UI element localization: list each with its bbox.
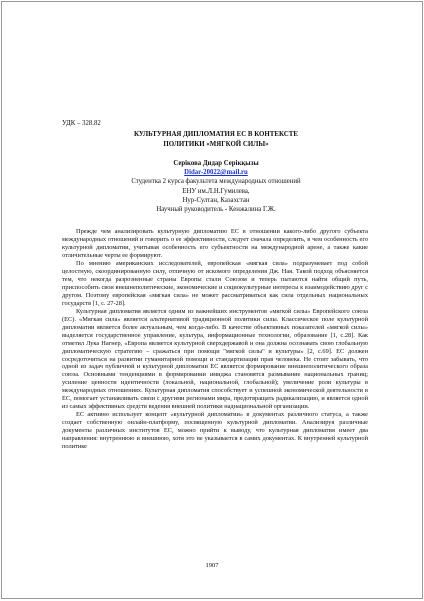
- article-body: [62, 228, 368, 452]
- udk-code: УДК – 328.82: [62, 120, 101, 127]
- article-title: [62, 130, 370, 149]
- title-line-1: КУЛЬТУРНАЯ ДИПЛОМАТИЯ ЕС В КОНТЕКСТЕ: [134, 131, 298, 138]
- document-page: [1, 1, 423, 599]
- affiliation-line-1: Студентка 2 курса факультета международных отношений: [131, 178, 301, 186]
- affiliation-line-3: Нур-Султан, Казахстан: [182, 196, 250, 204]
- body-paragraph-4: ЕС активно использует концепт «культурной дипломатии» в документах различного статуса, а также создает собственную онлайн-платформу, посвященную культурной дипломатии. Анализируя различные документы различных институтов ЕС, можно прийти к выводу, что культурная дипломатия имеет два направления: внутреннюю и внешнюю, хотя это не указывается в самих документах. К внутренней культурной политике: [62, 411, 368, 450]
- affiliation-line-2: ЕНУ им.Л.Н.Гумилева,: [182, 187, 250, 195]
- body-paragraph-3: Культурная дипломатия является одним из важнейших инструментов «мягкой силы» Европейского союза (ЕС). «Мягкая сила» является альтернативой традиционной политики силы. Классическое поле культурной дипломатии является более актуальным, чем когда-либо. В качестве объективных показателей «мягкой силы» выделяется государственное управление, культура, информационные технологии, образование [1, с.28]. Как отметил Лука Нагнер, «Европа является культурной сверхдержавой и она должна осознавать свою глобальную дипломатическую стратегию – сражаться при помощи "мягкой силы" и культуры» [2, с.69]. ЕС должен сосредоточиться на развитии гуманитарной помощи и стандартизации прав человека. Не стоит забывать, что одной из задач публичной и культурной дипломатии ЕС является формирование внешнеполитического образа союза. Основными тенденциями в формировании имиджа становятся размывание национальных границ; усиление ценности идентичности (локальной, национальной, глобальной); увеличение роли культуры в международных отношениях. Культурная дипломатия способствует и успешной экономической деятельности в ЕС, помогает устанавливать связи с другими регионами мира, предотвращать радикализацию, и является одной из самых эффективных средств ведения внешней политики наднациональной организации.: [62, 308, 368, 410]
- page-number: 1907: [205, 562, 219, 569]
- body-paragraph-2: По мнению американских исследователей, европейская «мягкая сила» подразумевает под собой целостную, скоординированную силу, отличную от искомого определения Дж. Ная. Такой подход объясняется тем, что некогда разрозненные страны Европы стали Союзом и теперь пытаются найти общий путь, приспособить свои внешнеполитические, экономические и социокультурные интересы к взаимодействию друг с другом. Поэтому европейская «мягкая сила» не может рассматриваться как сила отдельных национальных государств [1, с. 27-28].: [62, 260, 368, 307]
- author-block: [62, 159, 370, 214]
- author-name: Серікова Дидар Серікқызы: [173, 160, 259, 167]
- author-email-link[interactable]: Didar-20022@mail.ru: [184, 169, 248, 177]
- supervisor: Научный руководитель - Кенжалина Г.Ж.: [156, 206, 276, 214]
- body-paragraph-1: Прежде чем анализировать культурную дипломатию ЕС в отношении какого-либо другого субъекта международных отношений и говорить о ее эффективности, следует сначала определить, в чем особенность его культурной дипломатии, учитывая особенность его субъектности на международной арене, а также какие отличительные черты ее формируют.: [62, 228, 368, 259]
- title-line-2: ПОЛИТИКИ «МЯГКОЙ СИЛЫ»: [163, 140, 269, 148]
